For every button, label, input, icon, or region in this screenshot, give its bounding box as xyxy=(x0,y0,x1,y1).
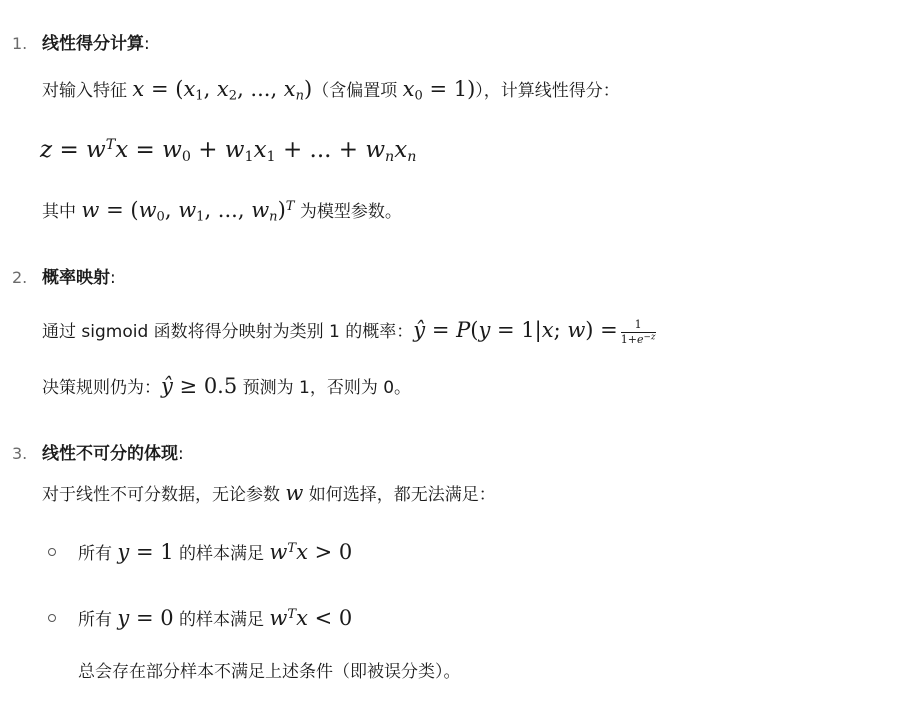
item-2-decision-rule xyxy=(42,374,411,400)
condition-list-item xyxy=(78,540,352,566)
desc-text: 其中 xyxy=(42,202,82,222)
heading-colon: : xyxy=(110,268,116,288)
desc-text: 对于线性不可分数据，无论参数 xyxy=(42,485,286,505)
item-3-description xyxy=(42,481,496,507)
desc-text: 总会存在部分样本不满足上述条件（即被误分类）。 xyxy=(78,662,461,682)
desc-text: 的样本满足 xyxy=(173,610,270,630)
condition-formula: $w^Tx > 0$ xyxy=(269,540,353,564)
heading-colon: : xyxy=(178,444,184,464)
desc-text: 对输入特征 xyxy=(42,81,133,101)
input-vector-formula: $x = (x_1$, $x_2$, ..., $x_n$) xyxy=(132,77,313,104)
param-w-symbol: w xyxy=(285,481,304,505)
item-2-description xyxy=(42,318,656,346)
desc-text: 如何选择，都无法满足： xyxy=(303,485,496,505)
desc-text: ），计算线性得分： xyxy=(475,81,620,101)
item-number-3: 3. xyxy=(12,444,28,463)
label-formula: y = 0 xyxy=(117,606,174,630)
desc-text: 通过 sigmoid 函数将得分映射为类别 1 的概率： xyxy=(42,322,414,342)
heading-text: 线性不可分的体现 xyxy=(42,444,178,464)
desc-text: 决策规则仍为： xyxy=(42,378,161,398)
circle-bullet-icon xyxy=(48,614,56,622)
condition-list-item xyxy=(78,606,352,632)
bias-formula: $x_0 = 1$) xyxy=(402,77,476,104)
conclusion-text xyxy=(78,660,461,684)
heading-text: 概率映射 xyxy=(42,268,110,288)
desc-text: 的样本满足 xyxy=(173,544,270,564)
desc-text: （含偏置项 xyxy=(312,81,403,101)
item-number-1: 1. xyxy=(12,34,28,53)
circle-bullet-icon xyxy=(48,548,56,556)
linear-score-formula: $z = w^Tx = w_0 + w_1x_1$ + ... + $w_nx_n$ xyxy=(40,137,417,165)
condition-formula: $w^Tx < 0$ xyxy=(269,606,353,630)
sigmoid-fraction: $\frac{1}{1+e^{-z}}$ xyxy=(620,317,656,346)
label-formula: y = 1 xyxy=(117,540,174,564)
param-vector-formula: $w = (w_0$, $w_1$, ..., $w_n)^T$ xyxy=(81,198,295,225)
sigmoid-formula: ŷ = P(y = 1|x; w) = xyxy=(413,318,618,342)
threshold-formula: ŷ ≥ 0.5 xyxy=(161,374,238,398)
heading-text: 线性得分计算 xyxy=(42,34,144,54)
item-heading-1 xyxy=(42,32,150,56)
item-heading-3 xyxy=(42,442,184,466)
item-1-description xyxy=(42,77,620,103)
desc-text: 所有 xyxy=(78,610,118,630)
desc-text: 为模型参数。 xyxy=(294,202,402,222)
item-heading-2 xyxy=(42,266,116,290)
desc-text: 预测为 1，否则为 0。 xyxy=(237,378,412,398)
item-1-params-note xyxy=(42,198,402,224)
heading-colon: : xyxy=(144,34,150,54)
desc-text: 所有 xyxy=(78,544,118,564)
item-number-2: 2. xyxy=(12,268,28,287)
